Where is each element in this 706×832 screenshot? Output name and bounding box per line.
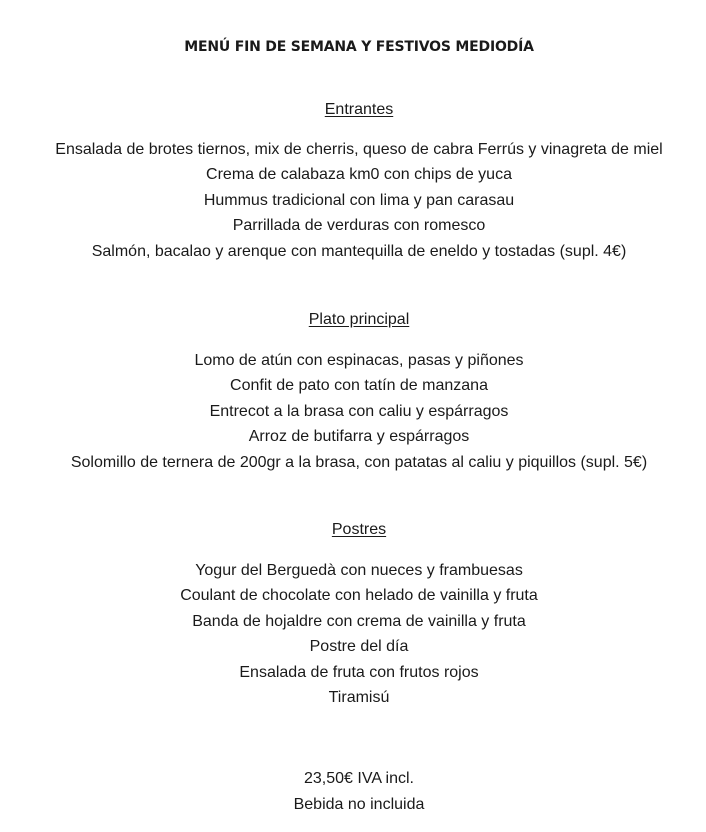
menu-item: Tiramisú [328,689,390,707]
price-text: 23,50€ IVA incl. [304,770,414,787]
menu-item: Postre del día [309,638,409,656]
postres-list [0,558,706,710]
menu-item: Entrecot a la brasa con caliu y espárragos [209,402,509,420]
section-entrantes [0,99,706,264]
menu-item: Yogur del Berguedà con nueces y frambuesas [195,562,523,579]
menu-item: Salmón, bacalao y arenque con mantequilla de eneldo y tostadas (supl. 4€) [91,242,627,260]
section-heading-entrantes: Entrantes [324,101,394,118]
menu-title: MENÚ FIN DE SEMANA Y FESTIVOS MEDIODÍA [184,39,534,55]
menu-item: Lomo de atún con espinacas, pasas y piñones [194,352,524,369]
menu-item: Confit de pato con tatín de manzana [230,377,488,395]
menu-item: Arroz de butifarra y espárragos [248,428,470,446]
section-postres [0,519,706,710]
menu-item: Ensalada de fruta con frutos rojos [239,663,479,681]
section-heading-plato-principal: Plato principal [308,311,410,328]
section-plato-principal [0,309,706,475]
menu-item: Coulant de chocolate con helado de vainilla y fruta [180,587,538,605]
menu-item: Crema de calabaza km0 con chips de yuca [206,166,512,184]
menu-item: Solomillo de ternera de 200gr a la brasa, con patatas al caliu y piquillos (supl. 5€) [70,453,648,471]
menu-item: Hummus tradicional con lima y pan carasau [203,191,515,209]
entrantes-list [0,137,706,264]
menu-item: Banda de hojaldre con crema de vainilla y fruta [192,612,526,630]
menu-footer [0,766,706,818]
section-heading-postres: Postres [331,521,387,538]
plato-principal-list [0,348,706,475]
menu-item: Parrillada de verduras con romesco [232,217,486,235]
drinks-note: Bebida no incluida [293,796,425,813]
menu-item: Ensalada de brotes tiernos, mix de cherris, queso de cabra Ferrús y vinagreta de miel [55,141,663,158]
